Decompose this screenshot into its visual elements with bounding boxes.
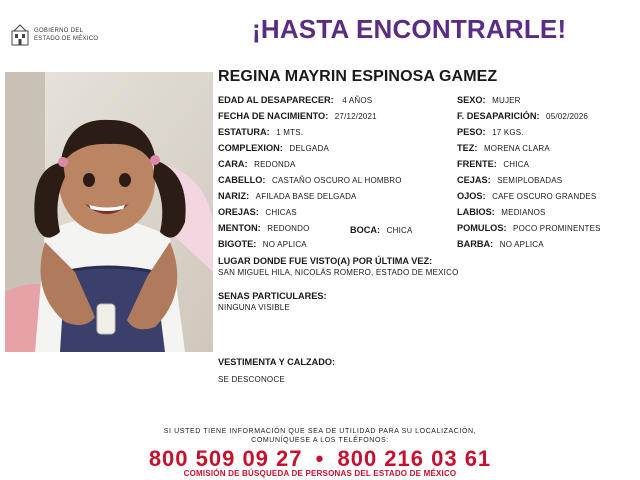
ojos-label: OJOS: xyxy=(457,191,486,201)
commission-name: COMISIÓN DE BÚSQUEDA DE PERSONAS DEL ESTADO DE MÉXICO xyxy=(183,469,457,478)
phone-number-2[interactable]: 800 216 03 61 xyxy=(337,446,492,471)
nariz-value: AFILADA BASE DELGADA xyxy=(255,192,357,201)
estatura-value: 1 MTS. xyxy=(276,128,304,137)
government-logo xyxy=(10,22,120,48)
barba-label: BARBA: xyxy=(457,239,494,249)
field-orejas xyxy=(218,207,297,217)
field-sexo xyxy=(457,95,521,105)
edad-label: EDAD AL DESAPARECER: xyxy=(218,95,334,105)
field-labios xyxy=(457,207,546,217)
complexion-label: COMPLEXION: xyxy=(218,143,283,153)
field-ojos xyxy=(457,191,596,201)
peso-label: PESO: xyxy=(457,127,486,137)
gov-name-line1: GOBIERNO DEL xyxy=(34,28,84,34)
field-complexion xyxy=(218,143,329,153)
vestimenta-label: VESTIMENTA Y CALZADO: xyxy=(218,357,336,367)
bigote-label: BIGOTE: xyxy=(218,239,257,249)
sexo-label: SEXO: xyxy=(457,95,486,105)
person-name: REGINA MAYRIN ESPINOSA GAMEZ xyxy=(218,68,498,85)
orejas-label: OREJAS: xyxy=(218,207,259,217)
fdes-label: F. DESAPARICIÓN: xyxy=(457,111,540,121)
edad-value: 4 AÑOS xyxy=(342,96,373,105)
menton-label: MENTON: xyxy=(218,223,261,233)
field-barba xyxy=(457,239,544,249)
cara-label: CARA: xyxy=(218,159,248,169)
ojos-value: CAFE OSCURO GRANDES xyxy=(492,192,597,201)
senas-value: NINGUNA VISIBLE xyxy=(218,303,290,312)
field-edad xyxy=(218,95,372,105)
complexion-value: DELGADA xyxy=(289,144,329,153)
tez-value: MORENA CLARA xyxy=(483,144,550,153)
cejas-value: SEMIPLOBADAS xyxy=(497,176,563,185)
estatura-label: ESTATURA: xyxy=(218,127,270,137)
orejas-value: CHICAS xyxy=(265,208,297,217)
fdes-value: 05/02/2026 xyxy=(546,112,589,121)
cejas-label: CEJAS: xyxy=(457,175,491,185)
vestimenta-value: SE DESCONOCE xyxy=(218,375,285,384)
frente-label: FRENTE: xyxy=(457,159,497,169)
peso-value: 17 KGS. xyxy=(492,128,524,137)
boca-value: CHICA xyxy=(386,226,413,235)
phone-number-1[interactable]: 800 509 09 27 xyxy=(148,446,303,471)
lugar-label: LUGAR DONDE FUE VISTO(A) POR ÚLTIMA VEZ: xyxy=(218,256,433,266)
cabello-label: CABELLO: xyxy=(218,175,266,185)
field-nariz xyxy=(218,191,357,201)
tez-label: TEZ: xyxy=(457,143,478,153)
field-fecha-desaparicion xyxy=(457,111,588,121)
lugar-value: SAN MIGUEL HILA, NICOLÁS ROMERO, ESTADO DE MEXICO xyxy=(218,268,459,277)
field-boca xyxy=(350,225,413,235)
menton-value: REDONDO xyxy=(267,224,310,233)
headline: ¡HASTA ENCONTRARLE! xyxy=(252,14,567,44)
field-cabello xyxy=(218,175,402,185)
field-fecha-nacimiento xyxy=(218,111,377,121)
pomulos-label: POMULOS: xyxy=(457,223,507,233)
contact-notice-line1: SI USTED TIENE INFORMACIÓN QUE SEA DE UTILIDAD PARA SU LOCALIZACIÓN, xyxy=(163,428,477,435)
field-menton xyxy=(218,223,310,233)
field-frente xyxy=(457,159,529,169)
field-cejas xyxy=(457,175,562,185)
fnac-value: 27/12/2021 xyxy=(334,112,377,121)
field-cara xyxy=(218,159,296,169)
state-emblem-icon xyxy=(10,23,30,47)
gov-name-line2: ESTADO DE MÉXICO xyxy=(34,36,99,42)
labios-label: LABIOS: xyxy=(457,207,495,217)
phone-separator: • xyxy=(315,446,325,471)
child-portrait-illustration xyxy=(5,72,213,352)
fnac-label: FECHA DE NACIMIENTO: xyxy=(218,111,329,121)
field-estatura xyxy=(218,127,303,137)
barba-value: NO APLICA xyxy=(499,240,544,249)
cabello-value: CASTAÑO OSCURO AL HOMBRO xyxy=(271,176,402,185)
labios-value: MEDIANOS xyxy=(501,208,546,217)
pomulos-value: POCO PROMINENTES xyxy=(513,224,601,233)
nariz-label: NARIZ: xyxy=(218,191,250,201)
field-pomulos xyxy=(457,223,601,233)
sexo-value: MUJER xyxy=(492,96,521,105)
cara-value: REDONDA xyxy=(254,160,296,169)
bigote-value: NO APLICA xyxy=(262,240,307,249)
field-tez xyxy=(457,143,550,153)
field-bigote xyxy=(218,239,307,249)
frente-value: CHICA xyxy=(503,160,530,169)
contact-notice-line2: COMUNÍQUESE A LOS TELÉFONOS: xyxy=(251,437,389,444)
missing-person-photo xyxy=(5,72,213,352)
field-peso xyxy=(457,127,524,137)
senas-label: SENAS PARTICULARES: xyxy=(218,291,327,301)
boca-label: BOCA: xyxy=(350,225,381,235)
